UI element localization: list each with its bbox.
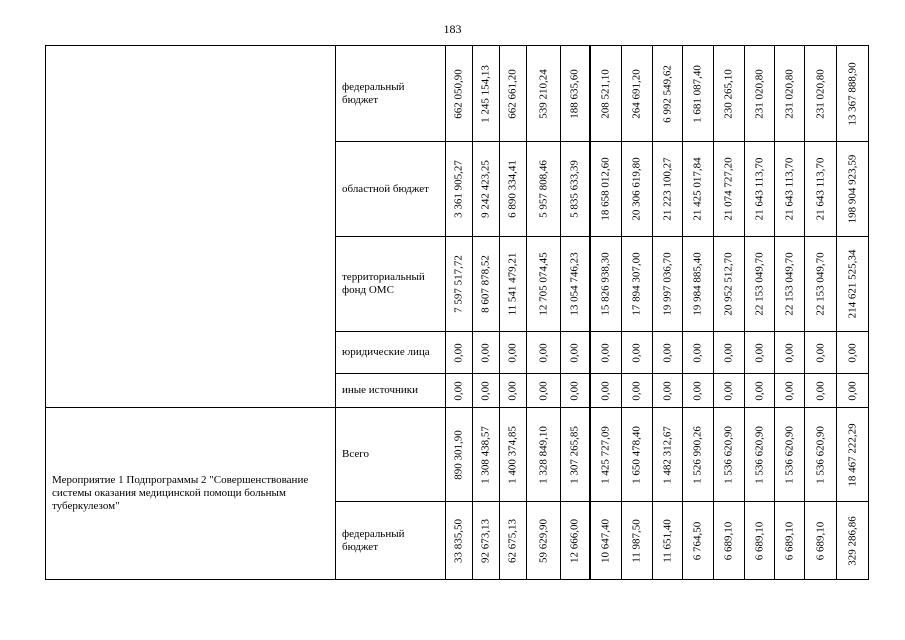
funding-source-cell: юридические лица [336,332,446,374]
value-cell [837,237,869,332]
value-cell [683,374,714,408]
value-text: 12 705 074,45 [537,252,549,316]
value-cell [805,46,837,142]
value-cell [446,46,473,142]
value-text: 0,00 [691,342,704,363]
value-cell [561,332,590,374]
value-text: 231 020,80 [783,68,795,119]
value-text: 20 952 512,70 [722,252,735,316]
value-text: 0,00 [691,380,704,401]
value-text: 1 308 438,57 [479,425,492,484]
value-text: 5 957 808,46 [537,160,549,218]
value-cell [527,46,561,142]
value-text: 6 689,10 [753,521,765,560]
value-cell [837,408,869,502]
page-number: 183 [443,22,462,36]
value-text: 22 153 049,70 [753,252,765,316]
value-text: 0,00 [814,342,826,363]
value-cell [527,374,561,408]
value-text: 0,00 [452,380,465,401]
value-text: 0,00 [506,380,519,401]
value-text: 1 536 620,90 [753,425,765,484]
value-cell [683,237,714,332]
value-text: 6 689,10 [783,521,795,560]
value-cell [837,142,869,237]
event-cell: Мероприятие 1 Подпрограммы 2 "Совершенствование системы оказания медицинской помощи больным туберкулезом" [46,408,336,580]
value-cell [473,502,500,580]
value-text: 21 425 017,84 [691,157,704,221]
value-cell [561,374,590,408]
value-cell [622,46,653,142]
value-text: 0,00 [479,342,492,363]
funding-source-cell: федеральный бюджет [336,502,446,580]
value-cell [500,142,527,237]
budget-table [45,45,869,580]
value-cell [590,332,622,374]
value-cell [473,332,500,374]
value-cell [527,142,561,237]
value-text: 1 307 265,85 [568,425,581,484]
value-cell [775,142,805,237]
value-text: 0,00 [506,342,519,363]
value-cell [446,237,473,332]
value-text: 890 301,90 [452,429,465,480]
value-text: 1 536 620,90 [814,425,826,484]
value-cell [561,502,590,580]
value-text: 0,00 [630,380,643,401]
value-cell [683,332,714,374]
value-cell [714,237,745,332]
value-text: 0,00 [846,342,858,363]
table-row [46,408,869,502]
funding-source-cell: федеральный бюджет [336,46,446,142]
value-text: 21 643 113,70 [753,157,765,221]
value-text: 214 621 525,34 [846,249,858,319]
value-cell [590,142,622,237]
value-cell [805,374,837,408]
value-cell [622,142,653,237]
value-cell [473,46,500,142]
funding-source-cell: областной бюджет [336,142,446,237]
value-text: 1 482 312,67 [661,425,673,484]
value-cell [805,502,837,580]
value-text: 230 265,10 [722,68,735,119]
value-text: 1 400 374,85 [506,425,519,484]
value-text: 11 541 479,21 [506,252,519,316]
value-text: 0,00 [661,380,673,401]
value-cell [622,502,653,580]
value-cell [775,237,805,332]
value-text: 0,00 [783,342,795,363]
value-cell [653,332,683,374]
value-text: 22 153 049,70 [783,252,795,316]
value-cell [500,374,527,408]
value-cell [714,46,745,142]
value-cell [500,332,527,374]
value-text: 0,00 [568,380,581,401]
value-cell [683,408,714,502]
value-text: 0,00 [661,342,673,363]
value-cell [837,502,869,580]
value-cell [714,142,745,237]
value-text: 33 835,50 [452,518,465,563]
value-text: 0,00 [479,380,492,401]
value-text: 1 536 620,90 [722,425,735,484]
value-cell [500,408,527,502]
value-text: 1 536 620,90 [783,425,795,484]
value-cell [622,237,653,332]
value-text: 21 643 113,70 [783,157,795,221]
value-text: 264 691,20 [630,68,643,119]
value-cell [653,502,683,580]
value-cell [775,374,805,408]
value-text: 1 328 849,10 [537,425,549,484]
value-text: 8 607 878,52 [479,255,492,313]
value-cell [622,408,653,502]
value-cell [527,502,561,580]
value-text: 11 987,50 [630,518,643,563]
value-cell [473,142,500,237]
value-cell [714,502,745,580]
value-text: 231 020,80 [753,68,765,119]
value-cell [590,237,622,332]
event-cell [46,46,336,408]
value-cell [683,46,714,142]
funding-source-cell: Всего [336,408,446,502]
value-cell [446,408,473,502]
value-text: 12 666,00 [568,518,581,563]
value-text: 19 997 036,70 [661,252,673,316]
value-cell [527,237,561,332]
value-cell [837,332,869,374]
value-text: 17 894 307,00 [630,252,643,316]
value-text: 6 764,50 [691,521,704,560]
value-text: 5 835 633,39 [568,160,581,218]
value-cell [714,332,745,374]
value-text: 1 681 087,40 [691,64,704,123]
value-text: 11 651,40 [661,518,673,563]
value-text: 0,00 [722,380,735,401]
value-cell [745,237,775,332]
value-cell [775,332,805,374]
value-text: 662 050,90 [452,68,465,119]
value-text: 539 210,24 [537,68,549,119]
value-cell [745,46,775,142]
value-text: 0,00 [537,380,549,401]
table-row [46,46,869,142]
value-cell [622,332,653,374]
value-cell [775,408,805,502]
value-text: 0,00 [568,342,581,363]
value-text: 6 689,10 [722,521,735,560]
value-cell [590,374,622,408]
funding-source-cell: территориальный фонд ОМС [336,237,446,332]
value-cell [653,46,683,142]
value-cell [745,502,775,580]
value-text: 20 306 619,80 [630,157,643,221]
value-text: 19 984 885,40 [691,252,704,316]
value-cell [714,374,745,408]
value-cell [745,408,775,502]
value-text: 10 647,40 [599,518,612,563]
value-text: 15 826 938,30 [599,252,612,316]
value-text: 3 361 905,27 [452,160,465,218]
value-cell [683,142,714,237]
value-text: 0,00 [814,380,826,401]
value-text: 0,00 [846,380,858,401]
value-text: 0,00 [722,342,735,363]
value-cell [714,408,745,502]
value-cell [561,46,590,142]
value-cell [446,374,473,408]
value-text: 329 286,86 [846,515,858,566]
value-cell [500,46,527,142]
value-text: 0,00 [599,380,612,401]
value-text: 18 658 012,60 [599,157,612,221]
value-text: 6 890 334,41 [506,160,519,218]
value-text: 0,00 [753,342,765,363]
value-text: 92 673,13 [479,518,492,563]
value-cell [446,332,473,374]
value-text: 18 467 222,29 [846,422,858,487]
value-cell [446,142,473,237]
value-text: 59 629,90 [537,518,549,563]
value-cell [500,502,527,580]
value-cell [653,142,683,237]
value-cell [805,142,837,237]
value-cell [683,502,714,580]
value-cell [837,46,869,142]
value-cell [527,332,561,374]
value-text: 1 526 990,26 [691,425,704,484]
value-cell [527,408,561,502]
value-cell [473,408,500,502]
value-text: 62 675,13 [506,518,519,563]
value-text: 6 992 549,62 [661,64,673,123]
value-cell [446,502,473,580]
value-text: 1 245 154,13 [479,64,492,123]
value-cell [590,408,622,502]
value-cell [473,374,500,408]
value-cell [837,374,869,408]
value-text: 9 242 423,25 [479,160,492,218]
value-cell [590,502,622,580]
value-text: 231 020,80 [814,68,826,119]
value-text: 188 635,60 [568,68,581,119]
value-text: 0,00 [537,342,549,363]
value-text: 13 367 888,90 [846,61,858,126]
value-text: 6 689,10 [814,521,826,560]
value-cell [561,408,590,502]
value-cell [590,46,622,142]
value-text: 662 661,20 [506,68,519,119]
value-text: 7 597 517,72 [452,255,465,313]
value-text: 0,00 [753,380,765,401]
value-cell [805,408,837,502]
value-cell [653,408,683,502]
funding-source-cell: иные источники [336,374,446,408]
value-cell [561,142,590,237]
value-cell [775,46,805,142]
value-text: 0,00 [599,342,612,363]
value-text: 1 425 727,09 [599,425,612,484]
value-cell [805,237,837,332]
value-text: 0,00 [630,342,643,363]
value-text: 13 054 746,23 [568,252,581,316]
value-text: 1 650 478,40 [630,425,643,484]
value-cell [622,374,653,408]
value-cell [473,237,500,332]
value-text: 21 074 727,20 [722,157,735,221]
value-cell [653,237,683,332]
value-cell [745,332,775,374]
value-text: 21 223 100,27 [661,157,673,221]
value-text: 0,00 [783,380,795,401]
value-cell [653,374,683,408]
value-cell [745,142,775,237]
value-cell [775,502,805,580]
value-text: 208 521,10 [599,68,612,119]
value-cell [805,332,837,374]
value-text: 22 153 049,70 [814,252,826,316]
value-text: 0,00 [452,342,465,363]
value-text: 198 904 923,59 [846,154,858,224]
value-text: 21 643 113,70 [814,157,826,221]
value-cell [745,374,775,408]
value-cell [500,237,527,332]
value-cell [561,237,590,332]
